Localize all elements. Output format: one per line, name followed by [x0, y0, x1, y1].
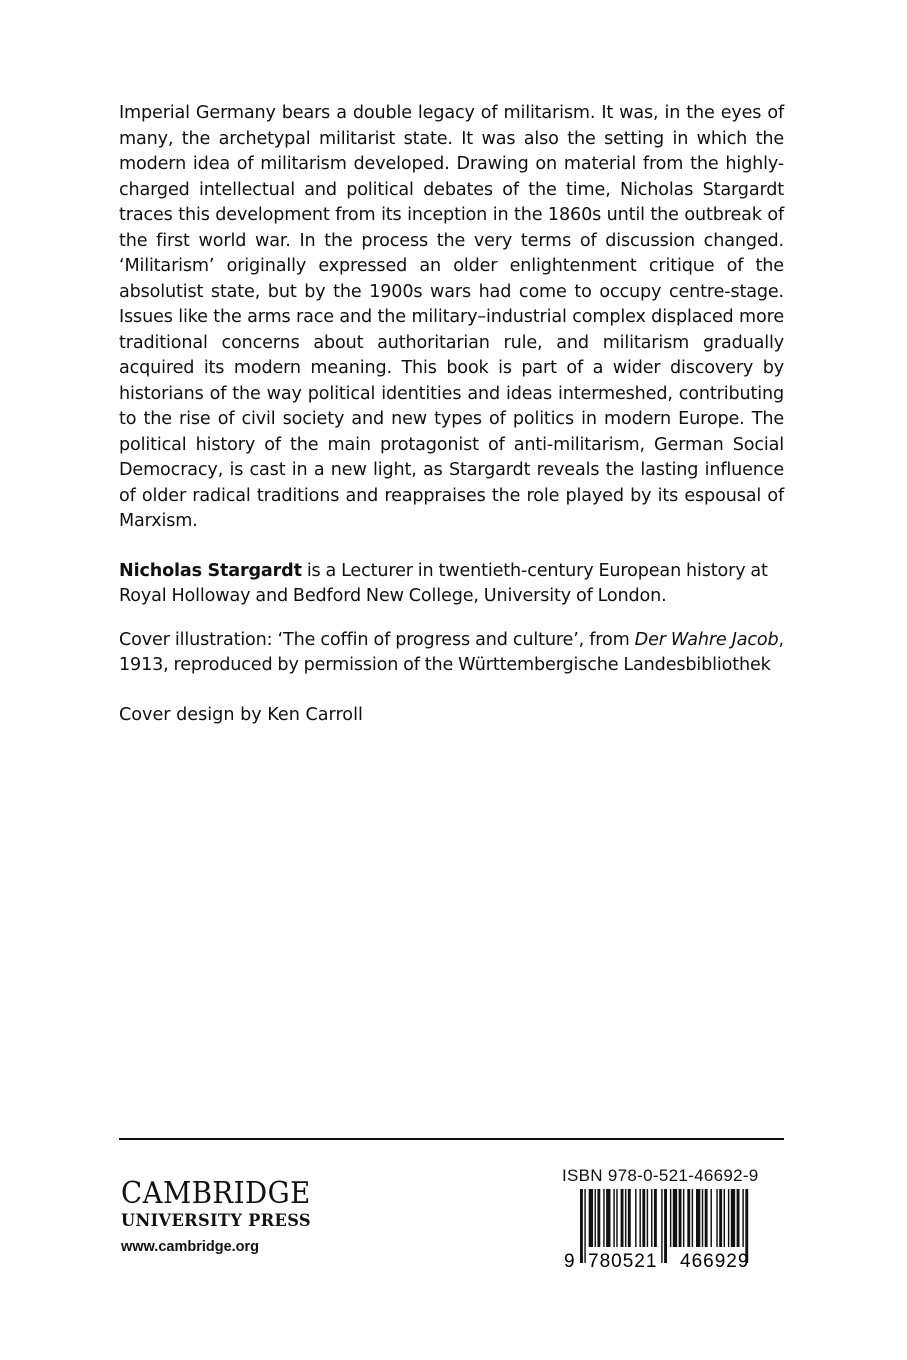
author-name: Nicholas Stargardt	[119, 560, 302, 581]
cover-design-credit: Cover design by Ken Carroll	[119, 704, 363, 725]
cover-illustration-title: Der Wahre Jacob	[634, 629, 779, 650]
publisher-subtitle: UNIVERSITY PRESS	[121, 1211, 311, 1231]
footer-divider	[119, 1138, 784, 1140]
barcode-icon	[562, 1189, 784, 1269]
cover-illustration-credit	[119, 628, 784, 679]
publisher-logo	[121, 1178, 327, 1258]
cover-illustration-suffix: , 1913, reproduced by permission of the Württembergische Landesbibliothek	[119, 629, 784, 675]
author-bio	[119, 559, 784, 610]
barcode-first-digit: 9	[564, 1251, 575, 1269]
author-bio-text: is a Lecturer in twentieth-century European history at Royal Holloway and Bedford New College, University of London.	[119, 560, 768, 606]
isbn-barcode	[562, 1166, 784, 1269]
cover-illustration-prefix: Cover illustration: ‘The coffin of progress and culture’, from	[119, 629, 635, 650]
isbn-label: ISBN 978-0-521-46692-9	[562, 1166, 759, 1185]
back-cover-text	[119, 101, 784, 746]
publisher-name: CAMBRIDGE	[121, 1176, 311, 1211]
barcode-right-digits: 466929	[680, 1251, 750, 1269]
publisher-url: www.cambridge.org	[121, 1239, 260, 1255]
book-description: Imperial Germany bears a double legacy of militarism. It was, in the eyes of many, the archetypal militarist state. It was also the setting in which the modern idea of militarism developed. Drawing on material from the highly-charged intellectual and political debates of the time, Nicholas Stargardt traces this development from its inception in the 1860s until the outbreak of the first world war. In the process the very terms of discussion changed. ‘Militarism’ originally expressed an older enlightenment critique of the absolutist state, but by the 1900s wars had come to occupy centre-stage. Issues like the arms race and the military–industrial complex displaced more traditional concerns about authoritarian rule, and militarism gradually acquired its modern meaning. This book is part of a wider discovery by historians of the way political identities and ideas intermeshed, contributing to the rise of civil society and new types of politics in modern Europe. The political history of the main protagonist of anti-militarism, German Social Democracy, is cast in a new light, as Stargardt reveals the lasting influence of older radical traditions and reappraises the role played by its espousal of Marxism.	[119, 103, 784, 531]
barcode-left-digits: 780521	[588, 1251, 658, 1269]
